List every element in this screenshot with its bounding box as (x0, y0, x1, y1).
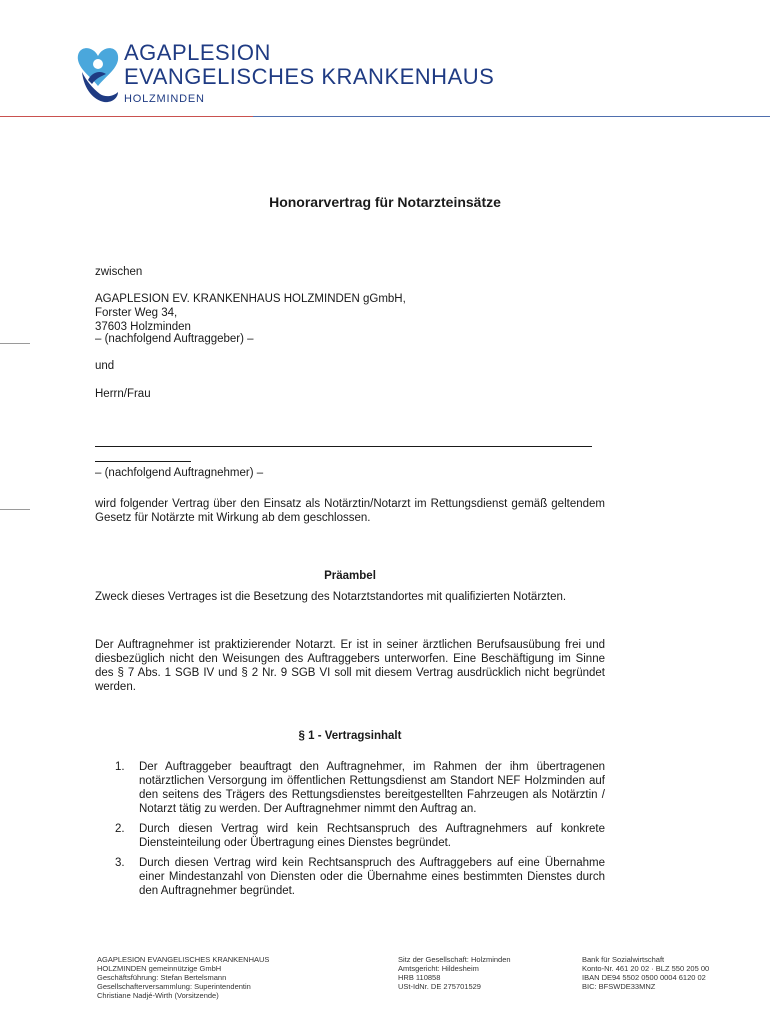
and-text: und (95, 360, 115, 372)
brand-location: HOLZMINDEN (124, 93, 205, 105)
preamble-paragraph-1: Zweck dieses Vertrages ist die Besetzung des Notarztstandortes mit qualifizierten Notärzten. (95, 591, 567, 603)
section1-list (95, 760, 605, 904)
document-title: Honorarvertrag für Notarzteinsätze (269, 194, 501, 210)
list-item: 1. Der Auftraggeber beauftragt den Auftragnehmer, im Rahmen der ihm übertragenen notärztlichen Versorgung im öffentlichen Rettungsdienst am Standort NEF Holzminden auf den seitens des Trägers des Rettungsdienstes bereitgestellten Fahrzeugen als Notärztin / Notarzt tätig zu werden. Der Auftragnehmer nimmt den Auftrag an. (115, 761, 605, 815)
footer-company-info: AGAPLESION EVANGELISCHES KRANKENHAUS HOLZMINDEN gemeinnützige GmbH Geschäftsführung: Stefan Bertelsmann Gesellschafterversammlung: Superintendentin Christiane Nadjé-Wirth (Vorsitzende) (97, 955, 270, 1000)
party2-label: Herrn/Frau (95, 388, 151, 400)
header-rule-red (0, 116, 253, 117)
party1-line: 37603 Holzminden (95, 321, 191, 333)
agaplesion-logo-icon (74, 42, 122, 106)
party1-line: AGAPLESION EV. KRANKENHAUS HOLZMINDEN gGmbH, (95, 293, 406, 305)
intro-paragraph: wird folgender Vertrag über den Einsatz als Notärztin/Notarzt im Rettungsdienst gemäß geltendem Gesetz für Notärzte mit Wirkung ab dem geschlossen. (95, 498, 605, 524)
section1-heading: § 1 - Vertragsinhalt (298, 730, 402, 742)
footer-registration-info: Sitz der Gesellschaft: Holzminden Amtsgericht: Hildesheim HRB 110858 USt-IdNr. DE 275701529 (398, 955, 511, 991)
footer-bank-info: Bank für Sozialwirtschaft Konto-Nr. 461 20 02 · BLZ 550 205 00 IBAN DE94 5502 0500 0004 6120 02 BIC: BFSWDE33MNZ (582, 955, 710, 991)
party2-role: – (nachfolgend Auftragnehmer) – (95, 467, 264, 479)
name-fill-line-2[interactable] (95, 461, 191, 462)
brand-name-line2: EVANGELISCHES KRANKENHAUS (124, 64, 495, 89)
list-item: 3. Durch diesen Vertrag wird kein Rechtsanspruch des Auftraggebers auf eine Übernahme einer Mindestanzahl von Diensten oder die Übernahme eines bestimmten Dienstes durch den Auftragnehmer begründet. (115, 857, 605, 897)
between-text: zwischen (95, 266, 143, 278)
party1-line: Forster Weg 34, (95, 307, 178, 319)
fold-mark (0, 509, 30, 510)
brand-name-line1: AGAPLESION (124, 40, 271, 65)
name-fill-line[interactable] (95, 446, 592, 447)
party1-line: – (nachfolgend Auftraggeber) – (95, 333, 254, 345)
list-item: 2. Durch diesen Vertrag wird kein Rechtsanspruch des Auftragnehmers auf konkrete Diensteinteilung oder Übertragung eines Dienstes begründet. (115, 823, 605, 849)
preamble-paragraph-2: Der Auftragnehmer ist praktizierender Notarzt. Er ist in seiner ärztlichen Berufsausübung frei und diesbezüglich nicht den Weisungen des Auftraggebers unterworfen. Eine Beschäftigung im Sinne des § 7 Abs. 1 SGB IV und § 2 Nr. 9 SGB VI soll mit diesem Vertrag ausdrücklich nicht begründet werden. (95, 639, 605, 693)
header-rule-blue (253, 116, 770, 117)
preamble-heading: Präambel (324, 570, 376, 582)
fold-mark (0, 343, 30, 344)
